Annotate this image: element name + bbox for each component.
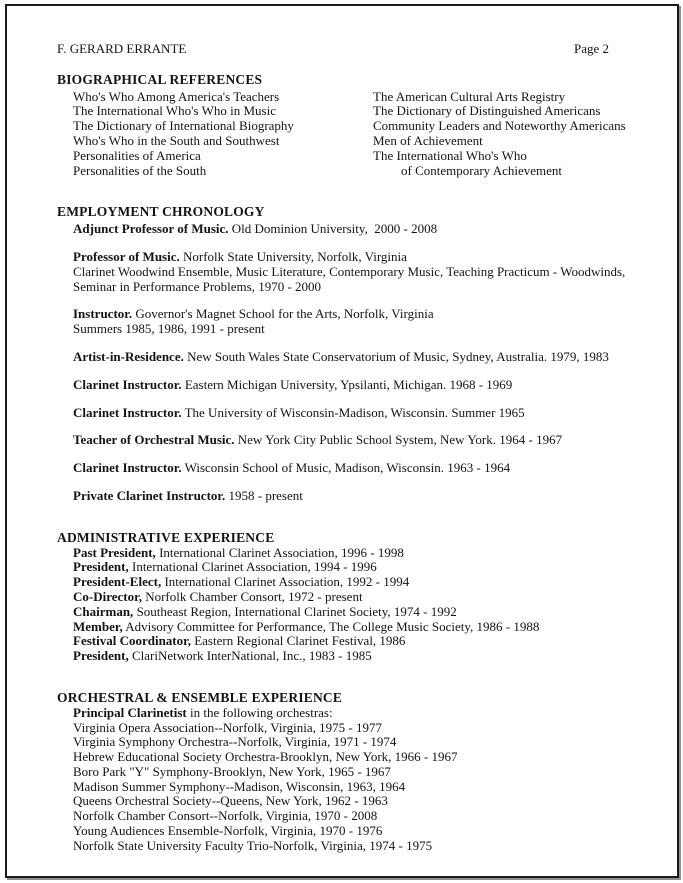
position-title: President, xyxy=(73,559,129,575)
biographical-columns xyxy=(73,90,657,179)
orchestra-item: Virginia Symphony Orchestra--Norfolk, Virginia, 1971 - 1974 xyxy=(73,734,397,750)
orchestra-item: Boro Park "Y" Symphony-Brooklyn, New York, 1965 - 1967 xyxy=(73,763,391,779)
position-detail: ClariNetwork InterNational, Inc., 1983 - 1985 xyxy=(128,648,372,664)
employment-entry xyxy=(73,489,657,504)
job-detail: The University of Wisconsin-Madison, Wisconsin. Summer 1965 xyxy=(181,404,525,420)
section-biographical-references xyxy=(57,73,657,179)
job-title: Adjunct Professor of Music. xyxy=(73,221,229,237)
administrative-entries xyxy=(73,546,657,664)
orchestral-lead-rest: in the following orchestras: xyxy=(186,704,333,720)
job-detail: Old Dominion University, 2000 - 2008 xyxy=(228,221,438,237)
job-title: Clarinet Instructor. xyxy=(73,460,182,476)
position-detail: Advisory Committee for Performance, The College Music Society, 1986 - 1988 xyxy=(122,618,540,634)
position-title: Chairman, xyxy=(73,603,134,619)
job-title: Clarinet Instructor. xyxy=(73,376,182,392)
orchestra-item: Madison Summer Symphony--Madison, Wisconsin, 1963, 1964 xyxy=(73,778,406,794)
resume-page xyxy=(5,4,679,878)
job-detail: Eastern Michigan University, Ypsilanti, Michigan. 1968 - 1969 xyxy=(181,376,513,392)
employment-entry xyxy=(73,433,657,448)
page-number: Page 2 xyxy=(573,41,609,56)
bio-reference-continuation: of Contemporary Achievement xyxy=(401,162,563,178)
position-detail: International Clarinet Association, 1992 - 1994 xyxy=(161,574,410,590)
section-orchestral-ensemble-experience xyxy=(57,691,657,854)
biographical-title: BIOGRAPHICAL REFERENCES xyxy=(57,71,263,87)
bio-reference: The Dictionary of Distinguished Americans xyxy=(373,103,601,119)
employment-entry-line xyxy=(73,222,657,237)
job-title: Professor of Music. xyxy=(73,248,180,264)
bio-reference: The International Who's Who in Music xyxy=(73,103,276,119)
bio-reference: Who's Who Among America's Teachers xyxy=(73,88,280,104)
orchestra-item: Young Audiences Ensemble-Norfolk, Virginia, 1970 - 1976 xyxy=(73,823,383,839)
orchestral-title: ORCHESTRAL & ENSEMBLE EXPERIENCE xyxy=(57,689,343,705)
position-title: Co-Director, xyxy=(73,588,142,604)
bio-reference: Community Leaders and Noteworthy Americans xyxy=(373,118,626,134)
orchestral-lead-line xyxy=(73,706,657,721)
job-title: Instructor. xyxy=(73,306,133,322)
orchestra-item: Norfolk State University Faculty Trio-Norfolk, Virginia, 1974 - 1975 xyxy=(73,837,433,853)
position-title: President-Elect, xyxy=(73,574,162,590)
orchestra-item: Norfolk Chamber Consort--Norfolk, Virginia, 1970 - 2008 xyxy=(73,808,378,824)
bio-reference: The American Cultural Arts Registry xyxy=(373,88,566,104)
orchestral-entries xyxy=(73,706,657,854)
job-detail: Wisconsin School of Music, Madison, Wisconsin. 1963 - 1964 xyxy=(181,460,511,476)
bio-reference: The International Who's Who xyxy=(373,147,527,163)
employment-entry-line xyxy=(73,489,657,504)
employment-entry-line xyxy=(73,350,657,365)
job-title: Private Clarinet Instructor. xyxy=(73,487,226,503)
administrative-entry xyxy=(73,546,657,561)
job-title: Clarinet Instructor. xyxy=(73,404,182,420)
employment-entry-line xyxy=(73,461,657,476)
orchestral-lead-role: Principal Clarinetist xyxy=(73,704,187,720)
page-header xyxy=(57,42,657,57)
biographical-left-column xyxy=(73,90,373,179)
employment-entry-line xyxy=(73,433,657,448)
job-detail: New South Wales State Conservatorium of Music, Sydney, Australia. 1979, 1983 xyxy=(183,348,609,364)
employment-entry-extra: Clarinet Woodwind Ensemble, Music Literature, Contemporary Music, Teaching Practicum - Woodwinds, xyxy=(73,263,626,279)
bio-reference: The Dictionary of International Biography xyxy=(73,118,294,134)
job-title: Teacher of Orchestral Music. xyxy=(73,432,235,448)
position-title: Member, xyxy=(73,618,123,634)
job-detail: 1958 - present xyxy=(225,487,303,503)
employment-title: EMPLOYMENT CHRONOLOGY xyxy=(57,204,265,220)
employment-entry xyxy=(73,307,657,337)
job-detail: New York City Public School System, New York. 1964 - 1967 xyxy=(234,432,563,448)
employment-entry-line xyxy=(73,406,657,421)
section-employment-chronology xyxy=(57,205,657,503)
administrative-entry xyxy=(73,620,657,635)
employment-entry xyxy=(73,378,657,393)
administrative-entry xyxy=(73,590,657,605)
orchestra-item: Virginia Opera Association--Norfolk, Virginia, 1975 - 1977 xyxy=(73,719,382,735)
biographical-right-column xyxy=(373,90,657,179)
author-name: F. GERARD ERRANTE xyxy=(57,41,187,56)
position-detail: Eastern Regional Clarinet Festival, 1986 xyxy=(190,633,406,649)
section-administrative-experience xyxy=(57,531,657,664)
employment-entry xyxy=(73,406,657,421)
employment-entry-extra: Seminar in Performance Problems, 1970 - 2000 xyxy=(73,278,322,294)
job-title: Artist-in-Residence. xyxy=(73,348,184,364)
employment-entry-line xyxy=(73,378,657,393)
employment-entry xyxy=(73,222,657,237)
employment-entry-line xyxy=(73,307,657,322)
position-title: Festival Coordinator, xyxy=(73,633,191,649)
orchestra-item: Queens Orchestral Society--Queens, New York, 1962 - 1963 xyxy=(73,793,388,809)
employment-entry xyxy=(73,250,657,294)
position-title: President, xyxy=(73,648,129,664)
position-detail: Southeast Region, International Clarinet Society, 1974 - 1992 xyxy=(133,603,457,619)
administrative-entry xyxy=(73,634,657,649)
job-detail: Governor's Magnet School for the Arts, Norfolk, Virginia xyxy=(132,306,434,322)
position-detail: International Clarinet Association, 1996 - 1998 xyxy=(155,544,404,560)
administrative-entry xyxy=(73,649,657,664)
employment-entries xyxy=(73,222,657,504)
administrative-title: ADMINISTRATIVE EXPERIENCE xyxy=(57,529,275,545)
employment-entry-line xyxy=(73,250,657,265)
position-detail: Norfolk Chamber Consort, 1972 - present xyxy=(141,588,363,604)
employment-entry xyxy=(73,350,657,365)
page-content xyxy=(7,6,677,854)
job-detail: Norfolk State University, Norfolk, Virginia xyxy=(179,248,407,264)
employment-entry xyxy=(73,461,657,476)
orchestra-item: Hebrew Educational Society Orchestra-Brooklyn, New York, 1966 - 1967 xyxy=(73,749,458,765)
administrative-entry xyxy=(73,560,657,575)
bio-reference: Who's Who in the South and Southwest xyxy=(73,132,280,148)
administrative-entry xyxy=(73,575,657,590)
position-detail: International Clarinet Association, 1994 - 1996 xyxy=(128,559,377,575)
employment-entry-extra: Summers 1985, 1986, 1991 - present xyxy=(73,321,265,337)
administrative-entry xyxy=(73,605,657,620)
bio-reference: Personalities of America xyxy=(73,147,201,163)
bio-reference: Personalities of the South xyxy=(73,162,207,178)
bio-reference: Men of Achievement xyxy=(373,132,483,148)
position-title: Past President, xyxy=(73,544,156,560)
